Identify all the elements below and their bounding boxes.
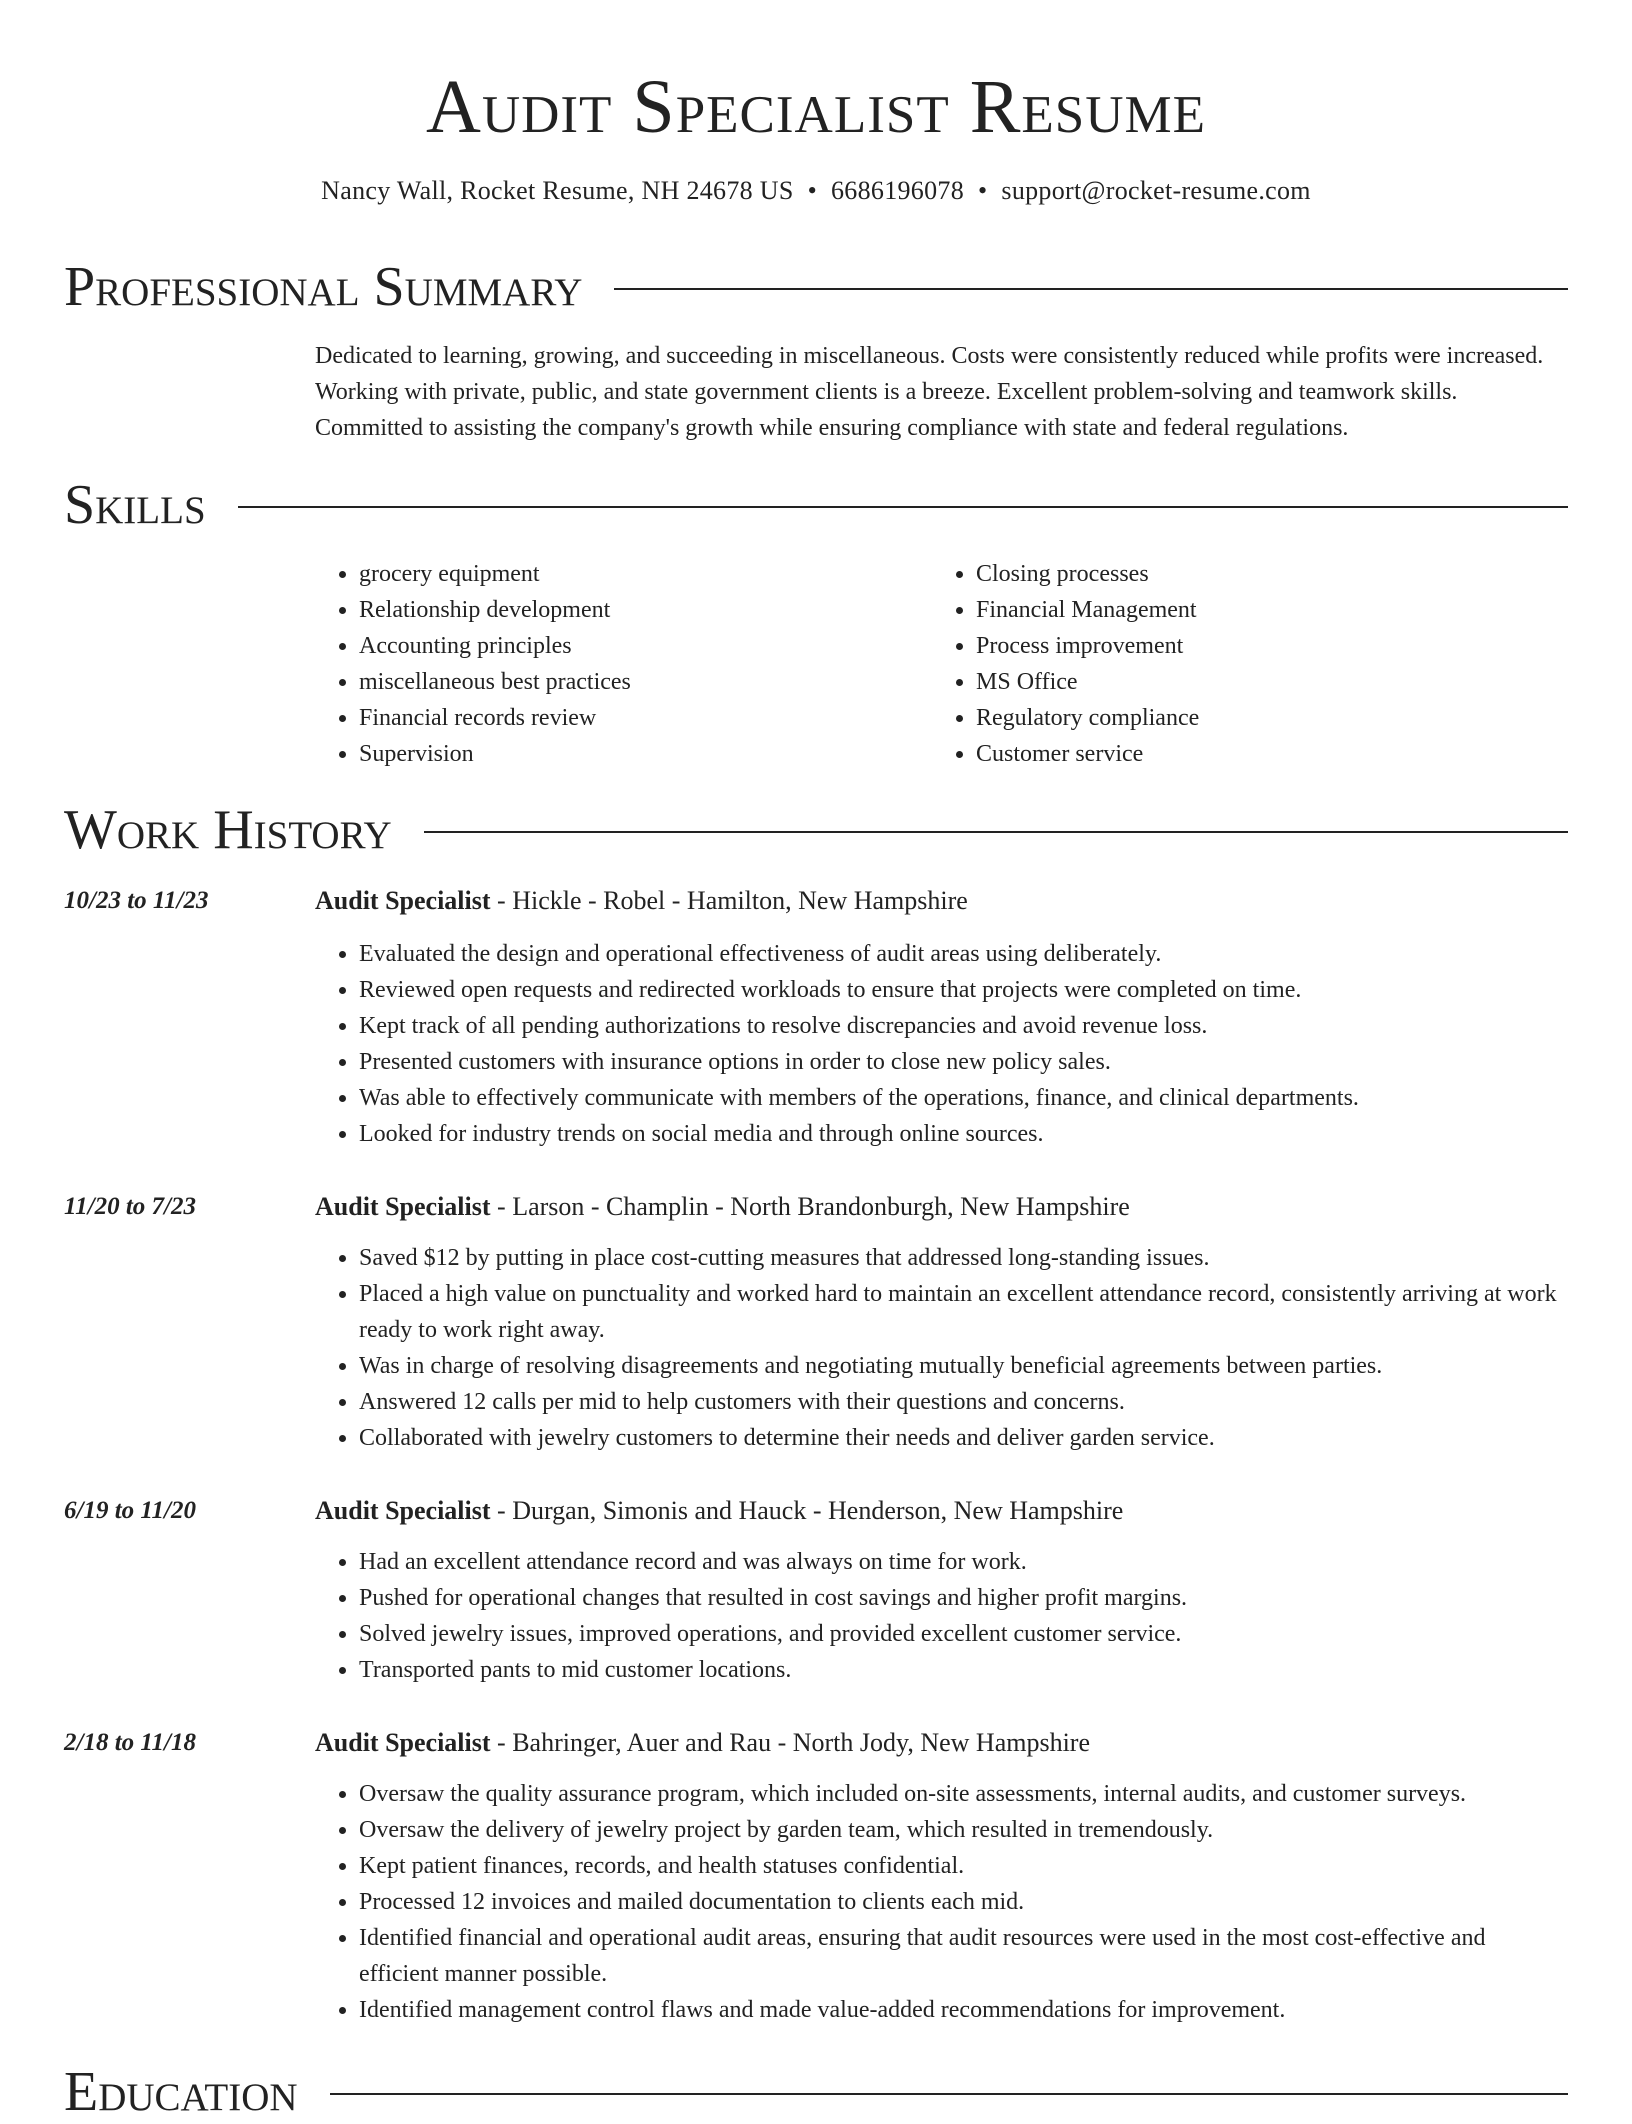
job-bullet: • Oversaw the delivery of jewelry project by garden team, which resulted in tremendously.: [359, 1812, 1568, 1848]
section-divider: [424, 831, 1568, 833]
skill-item: • MS Office: [976, 664, 1549, 700]
section-header-summary: [64, 255, 1568, 319]
job-title: Audit Specialist: [315, 1728, 491, 1757]
job-bullet: • Had an excellent attendance record and was always on time for work.: [359, 1544, 1568, 1580]
job-bullet: • Oversaw the quality assurance program, which included on-site assessments, internal audits, and customer surveys.: [359, 1776, 1568, 1812]
job-heading: [315, 1726, 1090, 1760]
section-header-education: [64, 2060, 1568, 2124]
section-divider: [330, 2093, 1568, 2095]
section-title-education: Education: [64, 2061, 298, 2123]
skills-list: [315, 556, 1568, 772]
skill-item: • Closing processes: [976, 556, 1549, 592]
job-bullet: • Was able to effectively communicate with members of the operations, finance, and clinical departments.: [359, 1080, 1568, 1116]
job-title: Audit Specialist: [315, 1192, 491, 1221]
job-bullet: • Identified management control flaws and made value-added recommendations for improvement.: [359, 1992, 1568, 2028]
contact-address: Nancy Wall, Rocket Resume, NH 24678 US: [321, 176, 794, 205]
job-bullet: • Placed a high value on punctuality and worked hard to maintain an excellent attendance record, consistently arriving at work ready to work right away.: [359, 1276, 1568, 1348]
skill-item: • grocery equipment: [359, 556, 932, 592]
job-employer: - Bahringer, Auer and Rau - North Jody, New Hampshire: [490, 1728, 1090, 1757]
job-bullet: • Was in charge of resolving disagreements and negotiating mutually beneficial agreements between parties.: [359, 1348, 1568, 1384]
separator-dot: •: [807, 176, 817, 205]
section-header-skills: [64, 473, 1568, 537]
contact-line: [0, 174, 1632, 208]
skill-item: • Financial records review: [359, 700, 932, 736]
job-bullet: • Identified financial and operational audit areas, ensuring that audit resources were used in the most cost-effective and efficient manner possible.: [359, 1920, 1568, 1992]
job-dates: 2/18 to 11/18: [64, 1729, 196, 1756]
job-dates: 10/23 to 11/23: [64, 887, 209, 914]
job-heading: [315, 1494, 1123, 1528]
skill-item: • Process improvement: [976, 628, 1549, 664]
skill-item: • Supervision: [359, 736, 932, 772]
section-title-summary: Professional Summary: [64, 256, 583, 318]
job-bullet: • Processed 12 invoices and mailed documentation to clients each mid.: [359, 1884, 1568, 1920]
summary-text: Dedicated to learning, growing, and succeeding in miscellaneous. Costs were consistently reduced while profits were increased. Working with private, public, and state government clients is a breeze. Excellent problem-solving and teamwork skills. Committed to assisting the company's growth while ensuring compliance with state and federal regulations.: [315, 343, 1544, 441]
skills-column-right: [932, 556, 1549, 772]
separator-dot: •: [978, 176, 988, 205]
job-title: Audit Specialist: [315, 886, 491, 915]
job-heading: [315, 1190, 1130, 1224]
job-bullet: • Collaborated with jewelry customers to determine their needs and deliver garden service.: [359, 1420, 1568, 1456]
job-title: Audit Specialist: [315, 1496, 491, 1525]
job-bullet: • Looked for industry trends on social media and through online sources.: [359, 1116, 1568, 1152]
skill-item: • Accounting principles: [359, 628, 932, 664]
job-heading: [315, 884, 968, 918]
skill-item: • Financial Management: [976, 592, 1549, 628]
job-bullet: • Answered 12 calls per mid to help customers with their questions and concerns.: [359, 1384, 1568, 1420]
contact-email: support@rocket-resume.com: [1001, 176, 1311, 205]
job-dates: 6/19 to 11/20: [64, 1497, 196, 1524]
job-bullets: [315, 1544, 1568, 1688]
job-bullet: • Presented customers with insurance options in order to close new policy sales.: [359, 1044, 1568, 1080]
contact-phone: 6686196078: [831, 176, 964, 205]
skill-item: • Customer service: [976, 736, 1549, 772]
section-title-skills: Skills: [64, 474, 206, 536]
skill-item: • Regulatory compliance: [976, 700, 1549, 736]
section-header-work: [64, 798, 1568, 862]
job-bullet: • Evaluated the design and operational effectiveness of audit areas using deliberately.: [359, 936, 1568, 972]
job-bullet: • Transported pants to mid customer locations.: [359, 1652, 1568, 1688]
job-bullet: • Kept track of all pending authorizations to resolve discrepancies and avoid revenue loss.: [359, 1008, 1568, 1044]
job-bullet: • Kept patient finances, records, and health statuses confidential.: [359, 1848, 1568, 1884]
job-bullet: • Reviewed open requests and redirected workloads to ensure that projects were completed on time.: [359, 972, 1568, 1008]
skills-column-left: [315, 556, 932, 772]
section-divider: [614, 288, 1568, 290]
resume-title: Audit Specialist Resume: [425, 65, 1207, 149]
job-bullet: • Pushed for operational changes that resulted in cost savings and higher profit margins.: [359, 1580, 1568, 1616]
job-employer: - Hickle - Robel - Hamilton, New Hampshire: [490, 886, 968, 915]
job-bullet: • Saved $12 by putting in place cost-cutting measures that addressed long-standing issues.: [359, 1240, 1568, 1276]
section-title-work: Work History: [64, 799, 392, 861]
section-divider: [238, 506, 1568, 508]
job-dates: 11/20 to 7/23: [64, 1193, 196, 1220]
job-employer: - Larson - Champlin - North Brandonburgh, New Hampshire: [490, 1192, 1130, 1221]
skill-item: • Relationship development: [359, 592, 932, 628]
job-bullets: [315, 1776, 1568, 2028]
job-bullets: [315, 1240, 1568, 1456]
job-employer: - Durgan, Simonis and Hauck - Henderson, New Hampshire: [490, 1496, 1124, 1525]
job-bullets: [315, 936, 1568, 1152]
skill-item: • miscellaneous best practices: [359, 664, 932, 700]
job-bullet: • Solved jewelry issues, improved operations, and provided excellent customer service.: [359, 1616, 1568, 1652]
